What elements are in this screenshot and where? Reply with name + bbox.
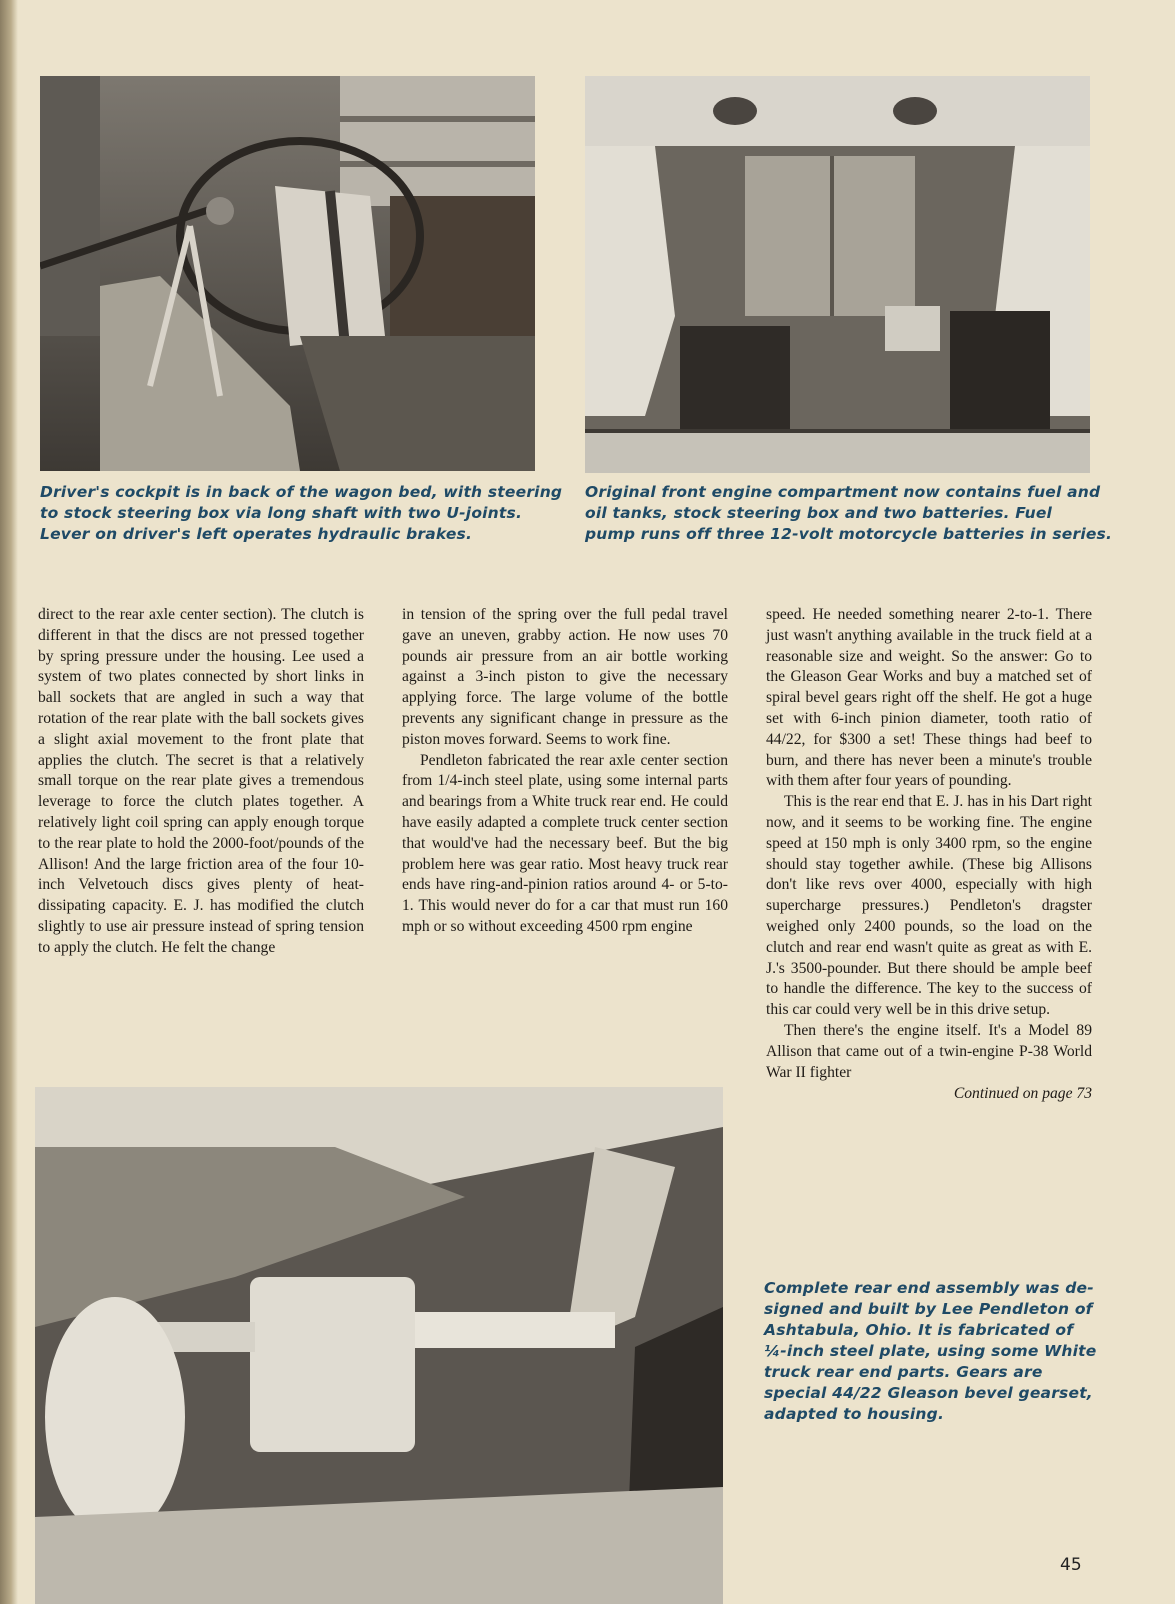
continued-on-page-link[interactable]: Continued on page 73 [953,1085,1092,1103]
caption-line: oil tanks, stock steering box and two batteries. Fuel [585,504,1053,522]
caption-line: Original front engine compartment now contains fuel and [585,483,1101,501]
article-paragraph: direct to the rear axle center section). The clutch is different in that the discs are not pressed together by spring pressure under the housing. Lee used a system of two plates connected by short links in ball sockets that are angled in such a way that rotation of the rear plate with the ball sockets gives a slight axial movement to the front plate that applies the clutch. The secret is that a relatively small torque on the rear plate gives a tremendous leverage to force the clutch plates together. A relatively light coil spring can apply enough torque to the rear plate to hold the 2000-foot/pounds of the Allison! And the large friction area of the four 10-inch Velvetouch discs gives plenty of heat-dissipating capacity. E. J. has modified the clutch slightly to use air pressure instead of spring tension to apply the clutch. He felt the change [38,606,364,956]
rear-end-caption [764,1278,1097,1425]
article-paragraph: Then there's the engine itself. It's a Model 89 Allison that came out of a twin-engine P-38 World War II fighter [766,1021,1092,1081]
cockpit-caption [40,482,562,545]
article-paragraph: in tension of the spring over the full pedal travel gave an uneven, grabby action. He now uses 70 pounds air pressure from an air bottle working against a 3-inch piston to give the necessary applying force. The large volume of the bottle prevents any significant change in pressure as the piston moves forward. Seems to work fine. [402,606,728,748]
article-paragraph: Pendleton fabricated the rear axle center section from 1/4-inch steel plate, using some internal parts and bearings from a White truck rear end. He could have easily adapted a complete truck center section that would've had the necessary beef. But the big problem here was gear ratio. Most heavy truck rear ends have ring-and-pinion ratios around 4- or 5-to-1. This would never do for a car that must run 160 mph or so without exceeding 4500 rpm engine [402,751,728,935]
caption-line: special 44/22 Gleason bevel gearset, [764,1384,1093,1402]
engine-compartment-photo [585,76,1090,473]
article-paragraph: This is the rear end that E. J. has in his Dart right now, and it seems to be working fine. The engine speed at 150 mph is only 3400 rpm, so the engine should stay together awhile. (These big Allisons don't like revs over 4000, especially with high supercharge pressures.) Pendleton's dragster weighed only 2400 pounds, so the load on the clutch and rear end wasn't quite as great as with E. J.'s 3500-pounder. But there should be ample beef to handle the difference. The key to the success of this car could very well be in this drive setup. [766,793,1092,1019]
cockpit-photo [40,76,535,471]
rear-end-assembly-photo-drawing [35,1087,723,1604]
caption-line: pump runs off three 12-volt motorcycle batteries in series. [585,525,1113,543]
caption-line: truck rear end parts. Gears are [764,1363,1043,1381]
page-binding-edge [0,0,18,1604]
article-column-3 [766,605,1092,1105]
article-paragraph: speed. He needed something nearer 2-to-1. There just wasn't anything available in the truck field at a reasonable size and weight. So the answer: Go to the Gleason Gear Works and buy a matched set of spiral bevel gears right off the shelf. He got a huge set with 6-inch pinion diameter, tooth ratio of 44/22, for $300 a set! These things had beef to burn, and there has never been a minute's trouble with them after four years of pounding. [766,606,1092,790]
page-number: 45 [1060,1555,1082,1575]
caption-line: to stock steering box via long shaft with two U-joints. [40,504,523,522]
engine-caption [585,482,1112,545]
caption-line: Lever on driver's left operates hydraulic brakes. [40,525,473,543]
caption-line: Driver's cockpit is in back of the wagon bed, with steering [40,483,563,501]
article-column-1 [38,605,364,959]
caption-line: Complete rear end assembly was de- [764,1279,1094,1297]
engine-compartment-photo-drawing [585,76,1090,473]
caption-line: adapted to housing. [764,1405,945,1423]
rear-end-assembly-photo [35,1087,723,1604]
article-column-2 [402,605,728,938]
caption-line: signed and built by Lee Pendleton of [764,1300,1093,1318]
caption-line: ¼-inch steel plate, using some White [764,1342,1097,1360]
cockpit-photo-drawing [40,76,535,471]
caption-line: Ashtabula, Ohio. It is fabricated of [764,1321,1074,1339]
